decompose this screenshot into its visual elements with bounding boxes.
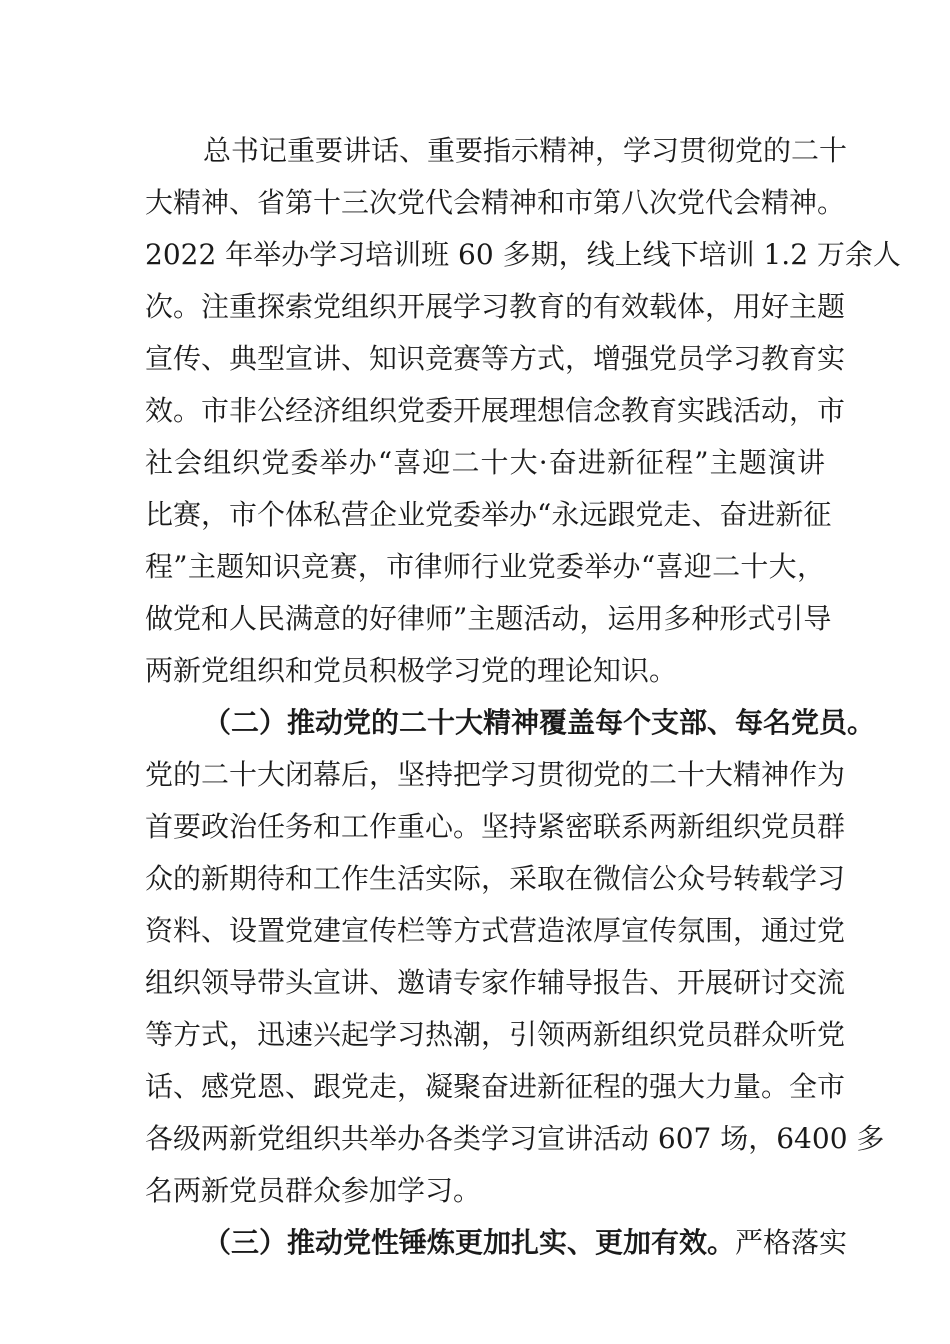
paragraph-line: 首要政治任务和工作重心。坚持紧密联系两新组织党员群 [145, 810, 846, 843]
paragraph-line: 资料、设置党建宣传栏等方式营造浓厚宣传氛围，通过党 [145, 914, 846, 947]
paragraph-line: 两新党组织和党员积极学习党的理论知识。 [145, 654, 678, 687]
paragraph-line: 总书记重要讲话、重要指示精神，学习贯彻党的二十 [203, 134, 848, 167]
section-heading-3-line [203, 1223, 848, 1263]
paragraph-line: 次。注重探索党组织开展学习教育的有效载体，用好主题 [145, 290, 846, 323]
paragraph-line: 组织领导带头宣讲、邀请专家作辅导报告、开展研讨交流 [145, 966, 846, 999]
paragraph-line: 社会组织党委举办“喜迎二十大·奋进新征程”主题演讲 [145, 446, 825, 479]
section-heading-2: （二）推动党的二十大精神覆盖每个支部、每名党员。 [203, 706, 876, 739]
paragraph-line: 党的二十大闭幕后，坚持把学习贯彻党的二十大精神作为 [145, 758, 846, 791]
paragraph-line: 比赛，市个体私营企业党委举办“永远跟党走、奋进新征 [145, 498, 832, 531]
paragraph-line: 效。市非公经济组织党委开展理想信念教育实践活动，市 [145, 394, 846, 427]
paragraph-line: 2022 年举办学习培训班 60 多期，线上线下培训 1.2 万余人 [145, 238, 901, 271]
paragraph-line: 程”主题知识竞赛，市律师行业党委举办“喜迎二十大， [145, 550, 825, 583]
paragraph-line: 宣传、典型宣讲、知识竞赛等方式，增强党员学习教育实 [145, 342, 846, 375]
paragraph-line: 话、感党恩、跟党走，凝聚奋进新征程的强大力量。全市 [145, 1070, 846, 1103]
paragraph-continuation: 严格落实 [735, 1226, 848, 1259]
paragraph-line: 做党和人民满意的好律师”主题活动，运用多种形式引导 [145, 602, 832, 635]
paragraph-line: 名两新党员群众参加学习。 [145, 1174, 482, 1207]
paragraph-line: 众的新期待和工作生活实际，采取在微信公众号转载学习 [145, 862, 846, 895]
paragraph-line: 各级两新党组织共举办各类学习宣讲活动 607 场，6400 多 [145, 1122, 885, 1155]
section-heading-3: （三）推动党性锤炼更加扎实、更加有效。 [203, 1226, 736, 1259]
paragraph-line: 等方式，迅速兴起学习热潮，引领两新组织党员群众听党 [145, 1018, 846, 1051]
paragraph-line: 大精神、省第十三次党代会精神和市第八次党代会精神。 [145, 186, 846, 219]
